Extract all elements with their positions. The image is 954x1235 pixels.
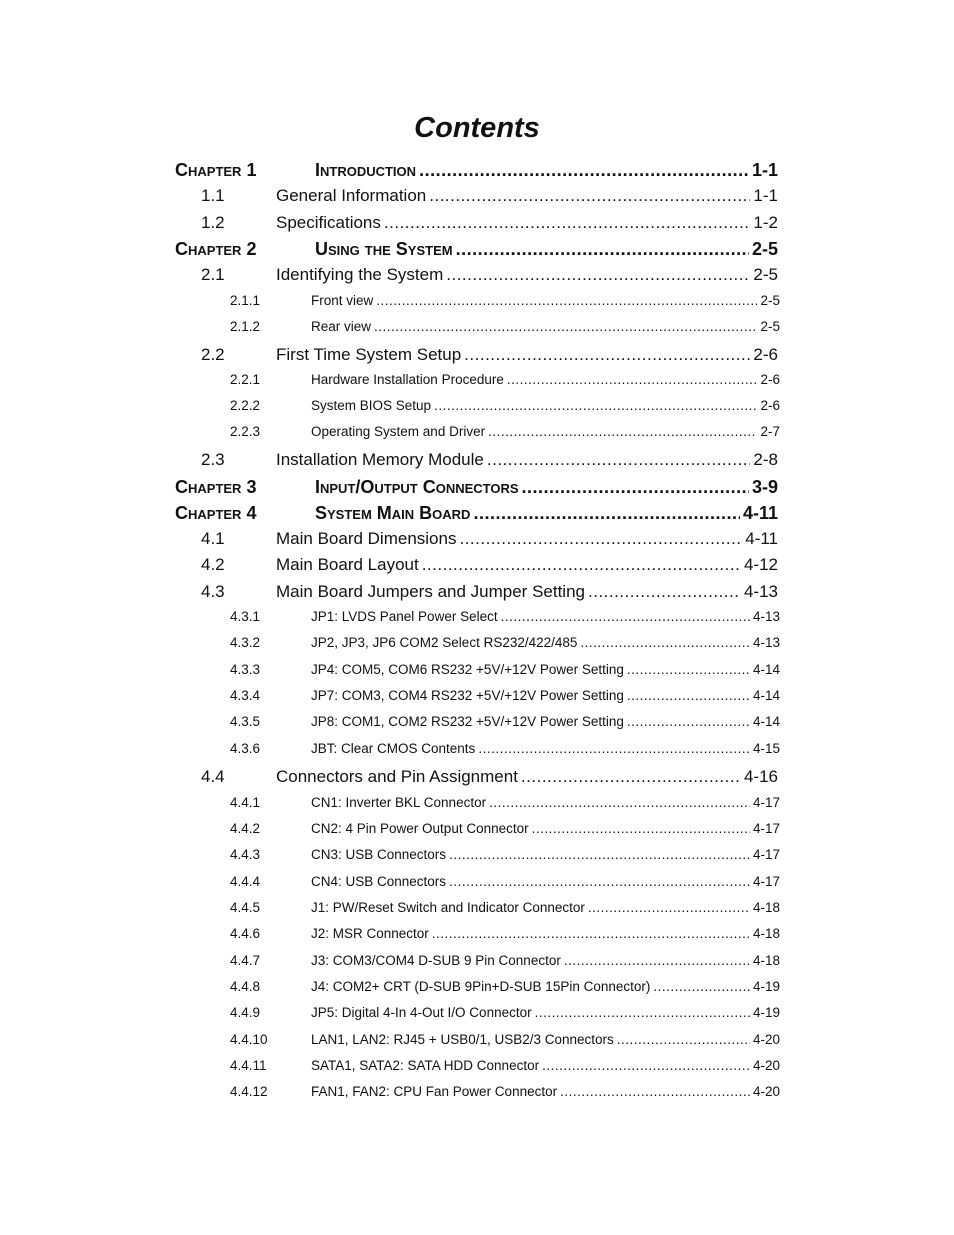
toc-number: 2.2 [201,345,225,364]
toc-leader-dots [535,1005,750,1020]
toc-entry-subsection[interactable] [230,293,780,308]
toc-entry-subsection[interactable] [230,900,780,915]
toc-entry-subsection[interactable] [230,609,780,624]
toc-number: 4.4.4 [230,874,261,889]
toc-title: Connectors and Pin Assignment [276,767,518,786]
toc-entry-subsection[interactable] [230,1005,780,1020]
toc-entry-subsection[interactable] [230,319,780,334]
toc-number: 1.2 [201,213,225,232]
toc-title: JP2, JP3, JP6 COM2 Select RS232/422/485 [311,635,578,650]
toc-page-number: 4-11 [745,529,778,548]
toc-number: 4.3 [201,582,225,601]
toc-entry-chapter[interactable] [175,160,778,181]
toc-title: System BIOS Setup [311,398,432,413]
toc-entry-section[interactable] [201,555,778,575]
toc-page-number: 2-7 [760,424,780,439]
toc-leader-dots [564,953,750,968]
toc-number: 2.2.3 [230,424,261,439]
toc-leader-dots [432,926,750,941]
page-title: Contents [414,112,540,144]
toc-number: 2.1.1 [230,293,261,308]
toc-entry-subsection[interactable] [230,688,780,703]
toc-number: 4.4.7 [230,953,261,968]
toc-number: 4.4 [201,767,225,786]
toc-leader-dots [456,239,749,260]
toc-number: 4.4.8 [230,979,261,994]
toc-leader-dots [532,821,750,836]
toc-number: Chapter 1 [175,160,257,180]
toc-leader-dots [384,213,751,233]
toc-title: Main Board Dimensions [276,529,457,548]
toc-title: Main Board Layout [276,555,419,574]
toc-leader-dots [560,1084,750,1099]
toc-title: JP7: COM3, COM4 RS232 +5V/+12V Power Setting [311,688,624,703]
toc-page-number: 4-20 [752,1084,780,1099]
toc-title: J4: COM2+ CRT (D-SUB 9Pin+D-SUB 15Pin Connector) [311,979,651,994]
toc-page-number: 4-20 [752,1058,780,1073]
toc-title: Hardware Installation Procedure [311,372,504,387]
toc-leader-dots [449,847,750,862]
toc-title: Specifications [276,213,381,232]
toc-title: J1: PW/Reset Switch and Indicator Connector [311,900,585,915]
toc-number: 2.2.1 [230,372,261,387]
toc-leader-dots [422,555,741,575]
toc-title: CN1: Inverter BKL Connector [311,795,487,810]
toc-entry-subsection[interactable] [230,821,780,836]
toc-title: JBT: Clear CMOS Contents [311,741,476,756]
toc-number: 2.1 [201,265,225,284]
toc-leader-dots [487,450,751,470]
toc-leader-dots [429,186,750,206]
toc-title: J3: COM3/COM4 D-SUB 9 Pin Connector [311,953,561,968]
toc-leader-dots [419,160,749,181]
toc-entry-subsection[interactable] [230,953,780,968]
toc-title: CN3: USB Connectors [311,847,447,862]
toc-number: Chapter 2 [175,239,257,259]
toc-number: Chapter 4 [175,503,257,523]
toc-title: Front view [311,293,374,308]
toc-number: 4.4.3 [230,847,261,862]
toc-leader-dots [376,293,757,308]
toc-leader-dots [542,1058,750,1073]
toc-entry-section[interactable] [201,213,778,233]
toc-page-number: 4-14 [752,714,780,729]
toc-title: Using the System [315,239,453,259]
toc-title: LAN1, LAN2: RJ45 + USB0/1, USB2/3 Connectors [311,1032,614,1047]
toc-page-number: 4-11 [742,503,778,523]
toc-title: FAN1, FAN2: CPU Fan Power Connector [311,1084,558,1099]
toc-leader-dots [374,319,757,334]
toc-page-number: 4-14 [752,688,780,703]
toc-entry-subsection[interactable] [230,874,780,889]
toc-entry-subsection[interactable] [230,847,780,862]
toc-leader-dots [627,714,750,729]
toc-entry-subsection[interactable] [230,795,780,810]
toc-page-number: 4-14 [752,662,780,677]
toc-number: Chapter 3 [175,477,257,497]
toc-page-number: 2-6 [760,398,780,413]
toc-title: Input/Output Connectors [315,477,519,497]
toc-page-number: 4-17 [752,874,780,889]
toc-entry-subsection[interactable] [230,1084,780,1099]
toc-entry-subsection[interactable] [230,926,780,941]
toc-entry-subsection[interactable] [230,424,780,439]
toc-leader-dots [588,900,750,915]
toc-title: SATA1, SATA2: SATA HDD Connector [311,1058,540,1073]
toc-page-number: 2-5 [760,293,780,308]
toc-entry-subsection[interactable] [230,1058,780,1073]
toc-page-number: 4-13 [752,635,780,650]
toc-entry-chapter[interactable] [175,503,778,524]
toc-entry-subsection[interactable] [230,714,780,729]
toc-page-number: 4-17 [752,795,780,810]
toc-leader-dots [489,795,750,810]
toc-entry-subsection[interactable] [230,372,780,387]
toc-number: 4.3.2 [230,635,261,650]
toc-number: 4.4.6 [230,926,261,941]
toc-page-number: 4-18 [752,900,780,915]
toc-number: 4.4.5 [230,900,261,915]
toc-title: CN4: USB Connectors [311,874,447,889]
toc-entry-section[interactable] [201,767,778,787]
toc-title: Operating System and Driver [311,424,486,439]
toc-leader-dots [617,1032,750,1047]
toc-entry-section[interactable] [201,582,778,602]
toc-entry-subsection[interactable] [230,979,780,994]
toc-title: Introduction [315,160,417,180]
toc-entry-subsection[interactable] [230,662,780,677]
toc-number: 4.4.9 [230,1005,261,1020]
toc-number: 4.4.10 [230,1032,268,1047]
toc-page-number: 4-17 [752,821,780,836]
toc-leader-dots [580,635,750,650]
toc-title: First Time System Setup [276,345,462,364]
toc-number: 4.3.6 [230,741,261,756]
toc-leader-dots [449,874,750,889]
toc-number: 4.2 [201,555,225,574]
toc-leader-dots [478,741,750,756]
toc-title: CN2: 4 Pin Power Output Connector [311,821,529,836]
toc-page-number: 4-16 [743,767,778,786]
toc-page-number: 4-19 [752,979,780,994]
toc-page-number: 1-1 [751,160,778,180]
toc-leader-dots [501,609,750,624]
toc-page-number: 2-6 [753,345,778,364]
toc-leader-dots [521,767,741,787]
toc-leader-dots [488,424,757,439]
toc-entry-chapter[interactable] [175,239,778,260]
toc-page-number: 4-13 [743,582,778,601]
toc-number: 4.3.3 [230,662,261,677]
toc-number: 1.1 [201,186,225,205]
toc-number: 2.2.2 [230,398,261,413]
toc-title: JP4: COM5, COM6 RS232 +5V/+12V Power Setting [311,662,624,677]
toc-page-number: 2-5 [760,319,780,334]
toc-page-number: 4-15 [752,741,780,756]
toc-leader-dots [627,662,750,677]
toc-entry-subsection[interactable] [230,398,780,413]
toc-number: 4.1 [201,529,225,548]
toc-number: 4.4.2 [230,821,261,836]
toc-entry-section[interactable] [201,529,778,549]
toc-entry-subsection[interactable] [230,1032,780,1047]
toc-entry-subsection[interactable] [230,635,780,650]
toc-entry-section[interactable] [201,186,778,206]
toc-leader-dots [522,477,749,498]
toc-title: General Information [276,186,427,205]
toc-leader-dots [473,503,740,524]
toc-number: 4.4.1 [230,795,261,810]
toc-page-number: 4-18 [752,926,780,941]
toc-page-number: 4-12 [743,555,778,574]
toc-page-number: 4-19 [752,1005,780,1020]
toc-title: JP1: LVDS Panel Power Select [311,609,498,624]
toc-title: JP5: Digital 4-In 4-Out I/O Connector [311,1005,532,1020]
toc-number: 4.4.11 [230,1058,267,1073]
toc-page-number: 4-13 [752,609,780,624]
toc-page-number: 4-18 [752,953,780,968]
toc-entry-chapter[interactable] [175,477,778,498]
toc-page-number: 1-2 [753,213,778,232]
toc-title: Main Board Jumpers and Jumper Setting [276,582,585,601]
toc-page-number: 4-17 [752,847,780,862]
toc-number: 4.4.12 [230,1084,268,1099]
toc-page-number: 2-8 [753,450,778,469]
toc-title: Identifying the System [276,265,444,284]
toc-leader-dots [464,345,750,365]
toc-title: J2: MSR Connector [311,926,429,941]
toc-number: 2.3 [201,450,225,469]
toc-number: 4.3.1 [230,609,261,624]
toc-leader-dots [459,529,742,549]
toc-title: JP8: COM1, COM2 RS232 +5V/+12V Power Setting [311,714,624,729]
toc-page-number: 2-5 [751,239,778,259]
toc-page-number: 1-1 [753,186,778,205]
toc-title: Rear view [311,319,372,334]
toc-entry-section[interactable] [201,450,778,470]
toc-number: 2.1.2 [230,319,261,334]
toc-title: System Main Board [315,503,471,523]
toc-leader-dots [507,372,758,387]
toc-page-number: 2-5 [753,265,778,284]
toc-number: 4.3.5 [230,714,261,729]
toc-leader-dots [653,979,750,994]
toc-page-number: 4-20 [752,1032,780,1047]
toc-leader-dots [588,582,741,602]
toc-page-number: 3-9 [751,477,778,497]
toc-title: Installation Memory Module [276,450,484,469]
toc-page-number: 2-6 [760,372,780,387]
toc-entry-subsection[interactable] [230,741,780,756]
toc-leader-dots [434,398,757,413]
toc-leader-dots [627,688,750,703]
toc-entry-section[interactable] [201,265,778,285]
toc-number: 4.3.4 [230,688,261,703]
toc-leader-dots [446,265,750,285]
toc-entry-section[interactable] [201,345,778,365]
